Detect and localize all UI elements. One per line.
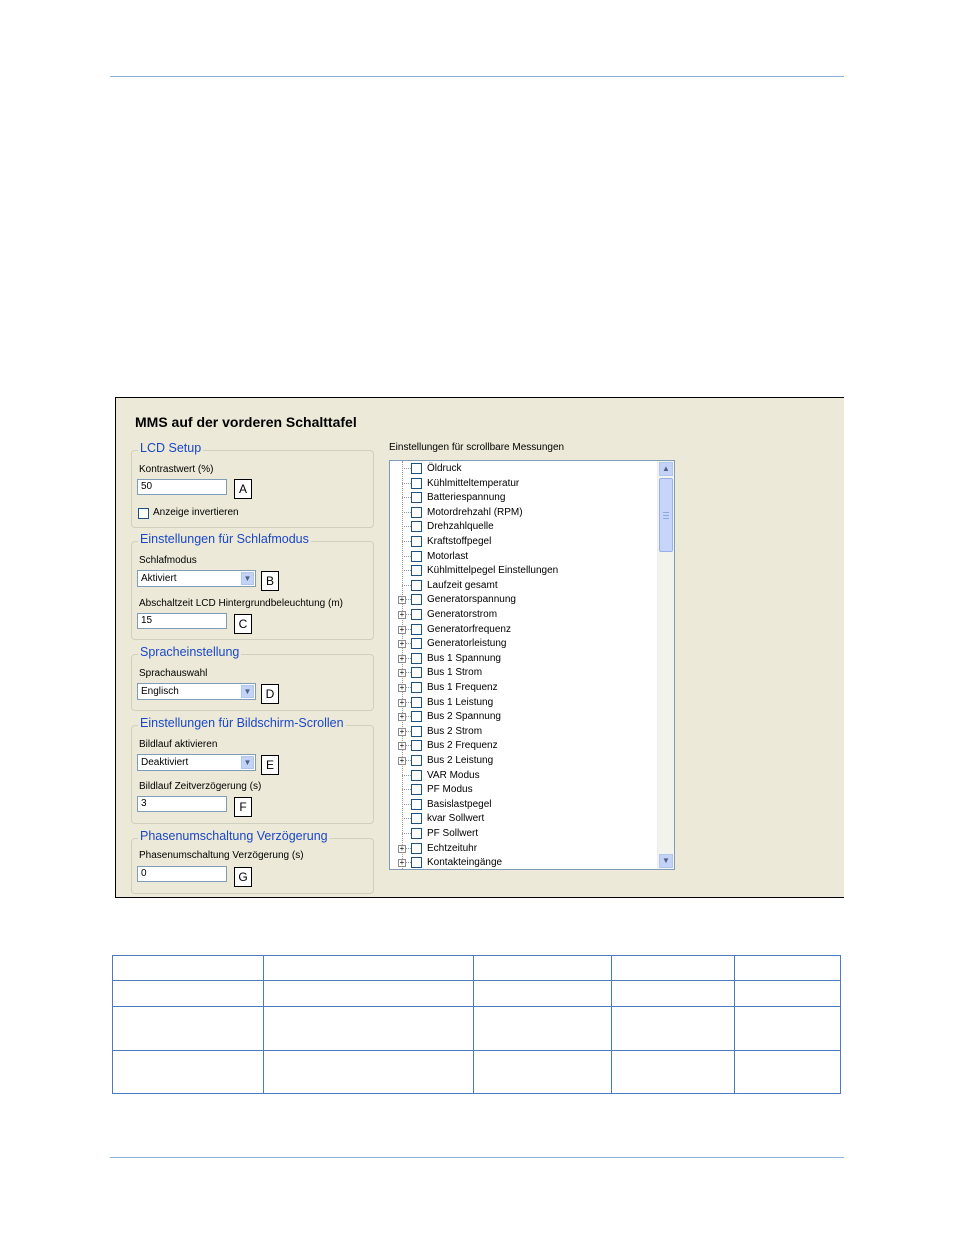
measurement-item[interactable] [390,754,658,768]
measurement-item[interactable] [390,856,658,870]
table-cell [474,1051,612,1094]
list-scrollbar[interactable] [657,461,674,869]
scroll-delay-input[interactable]: 3 [137,796,227,812]
table-row [113,956,841,981]
measurement-item[interactable] [390,739,658,753]
measurement-label: Öldruck [427,463,462,474]
sleep-mode-legend: Einstellungen für Schlafmodus [140,532,309,546]
measurement-item[interactable] [390,550,658,564]
lcd-setup-legend: LCD Setup [140,441,202,455]
measurement-checkbox[interactable] [411,726,422,737]
plus-icon[interactable]: + [399,624,405,634]
measurements-title: Einstellungen für scrollbare Messungen [389,442,565,453]
measurement-checkbox[interactable] [411,551,422,562]
measurement-item[interactable] [390,783,658,797]
table-cell [612,1051,735,1094]
backlight-timeout-label: Abschaltzeit LCD Hintergrundbeleuchtung (m) [139,598,343,609]
measurement-checkbox[interactable] [411,667,422,678]
measurement-item[interactable] [390,491,658,505]
measurement-label: Bus 2 Leistung [427,755,494,766]
header-rule [110,76,844,77]
plus-icon[interactable]: + [399,741,405,751]
measurement-checkbox[interactable] [411,740,422,751]
measurement-label: Generatorspannung [427,594,516,606]
phase-delay-input[interactable]: 0 [137,866,227,882]
measurement-checkbox[interactable] [411,580,422,591]
measurement-label: Motorlast [427,550,469,562]
table-cell [113,1007,264,1051]
tree-connector [402,556,411,557]
callout-g: G [234,867,252,887]
measurement-checkbox[interactable] [411,536,422,547]
table-cell [612,981,735,1007]
measurement-label: kvar Sollwert [427,813,485,825]
measurement-label: Laufzeit gesamt [427,579,498,591]
tree-connector [402,497,411,498]
measurement-label: PF Sollwert [427,828,479,839]
measurement-label: Echtzeituhr [427,842,478,854]
measurement-label: Bus 2 Spannung [427,711,501,723]
plus-icon[interactable]: + [399,756,405,765]
plus-icon[interactable]: + [399,610,405,619]
measurement-label: Kühlmitteltemperatur [427,477,520,489]
measurement-checkbox[interactable] [411,492,422,503]
tree-connector [402,570,411,571]
language-legend: Spracheinstellung [140,645,240,659]
language-value: Englisch [141,686,179,697]
plus-icon[interactable]: + [399,726,405,736]
plus-icon[interactable]: + [399,697,405,707]
scroll-up-icon[interactable]: ▲ [659,462,673,476]
measurement-checkbox[interactable] [411,565,422,576]
tree-connector [402,818,411,819]
tree-connector [402,585,411,586]
plus-icon[interactable]: + [399,668,405,678]
measurements-list[interactable] [389,460,675,870]
plus-icon[interactable]: + [399,653,405,663]
tree-connector [402,775,411,776]
tree-connector [402,468,411,469]
measurement-item[interactable] [390,798,658,812]
measurement-item[interactable] [390,506,658,520]
plus-icon[interactable]: + [399,712,405,722]
measurement-item[interactable] [390,827,658,841]
measurement-label: Batteriespannung [427,492,506,504]
invert-checkbox[interactable] [138,508,149,519]
measurement-item[interactable] [390,637,658,651]
callout-c: C [234,614,252,634]
table-row [113,1007,841,1051]
measurement-label: PF Modus [427,784,473,796]
phase-delay-label: Phasenumschaltung Verzögerung (s) [139,850,304,861]
measurement-checkbox[interactable] [411,799,422,810]
callout-b: B [261,571,279,591]
grip-line [663,515,669,516]
measurement-checkbox[interactable] [411,857,422,868]
measurement-checkbox[interactable] [411,784,422,795]
table-cell [735,1051,841,1094]
scroll-enable-value: Deaktiviert [141,757,189,768]
scroll-enable-label: Bildlauf aktivieren [139,739,218,750]
language-group [131,645,374,711]
measurement-checkbox[interactable] [411,653,422,664]
table-cell [474,981,612,1007]
tree-connector [402,483,411,484]
measurement-label: Kühlmittelpegel Einstellungen [427,565,559,577]
table-cell [263,981,474,1007]
measurement-checkbox[interactable] [411,624,422,635]
table-cell [113,981,264,1007]
table-cell [263,1007,474,1051]
measurement-checkbox[interactable] [411,770,422,781]
measurement-label: Generatorleistung [427,638,507,650]
sleep-mode-value: Aktiviert [141,573,177,584]
tree-connector [402,526,411,527]
table-cell [612,956,735,981]
measurement-item[interactable] [390,681,658,695]
measurement-label: Bus 1 Leistung [427,696,494,708]
measurement-checkbox[interactable] [411,697,422,708]
measurement-item[interactable] [390,710,658,724]
measurement-item[interactable] [390,462,658,476]
measurement-checkbox[interactable] [411,594,422,605]
measurement-checkbox[interactable] [411,711,422,722]
chevron-down-icon[interactable]: ▼ [241,572,254,585]
screen-scroll-legend: Einstellungen für Bildschirm-Scrollen [140,716,344,730]
measurement-label: Bus 1 Frequenz [427,682,498,693]
table-cell [735,956,841,981]
measurement-checkbox[interactable] [411,813,422,824]
footer-rule [110,1157,844,1158]
scroll-down-icon[interactable]: ▼ [659,854,673,868]
sleep-mode-select[interactable] [137,570,256,587]
chevron-down-icon[interactable]: ▼ [241,685,254,698]
measurement-checkbox[interactable] [411,609,422,620]
measurement-checkbox[interactable] [411,682,422,693]
measurement-checkbox[interactable] [411,521,422,532]
measurement-item[interactable] [390,652,658,666]
measurement-label: Kontakteingänge [427,857,503,869]
phase-delay-group [131,829,374,894]
settings-table [112,955,841,1094]
measurement-label: Generatorfrequenz [427,623,511,635]
plus-icon[interactable]: + [399,683,405,692]
grip-line [663,518,669,519]
measurement-item[interactable] [390,725,658,739]
language-select[interactable] [137,683,256,700]
tree-connector [402,789,411,790]
tree-connector [402,512,411,513]
callout-a: A [234,479,252,499]
measurement-checkbox[interactable] [411,478,422,489]
measurement-label: Bus 1 Strom [427,667,483,679]
measurement-checkbox[interactable] [411,843,422,854]
measurement-checkbox[interactable] [411,828,422,839]
table-row [113,1051,841,1094]
mms-settings-panel [115,397,844,898]
table-cell [612,1007,735,1051]
measurement-item[interactable] [390,579,658,593]
measurement-checkbox[interactable] [411,755,422,766]
table-cell [113,1051,264,1094]
measurement-label: Drehzahlquelle [427,521,494,533]
measurement-label: Bus 2 Frequenz [427,740,498,752]
measurement-checkbox[interactable] [411,507,422,518]
backlight-timeout-input[interactable]: 15 [137,613,227,629]
measurement-item[interactable] [390,696,658,710]
table-cell [263,956,474,981]
measurement-label: Generatorstrom [427,609,498,620]
table-cell [113,956,264,981]
callout-d: D [261,684,279,704]
screen-scroll-group [131,716,374,824]
language-label: Sprachauswahl [139,668,208,679]
scroll-enable-select[interactable] [137,754,256,771]
lcd-setup-group [131,441,374,528]
measurement-checkbox[interactable] [411,463,422,474]
table-cell [474,956,612,981]
callout-f: F [234,797,252,817]
plus-icon[interactable]: + [399,858,405,868]
scroll-delay-label: Bildlauf Zeitverzögerung (s) [139,781,262,792]
measurement-item[interactable] [390,535,658,549]
table-cell [735,1007,841,1051]
panel-title: MMS auf der vorderen Schalttafel [135,414,357,430]
sleep-mode-group [131,532,374,640]
measurement-item[interactable] [390,608,658,622]
grip-line [663,512,669,513]
tree-connector [402,804,411,805]
plus-icon[interactable]: + [399,595,405,605]
table-row [113,981,841,1007]
chevron-down-icon[interactable]: ▼ [241,756,254,769]
contrast-label: Kontrastwert (%) [139,464,214,475]
measurement-item[interactable] [390,666,658,680]
measurement-item[interactable] [390,769,658,783]
measurement-item[interactable] [390,564,658,578]
measurement-label: Bus 2 Strom [427,725,483,737]
scroll-thumb[interactable] [659,478,673,552]
invert-label: Anzeige invertieren [153,507,239,518]
tree-connector [402,833,411,834]
measurement-item[interactable] [390,593,658,607]
measurement-label: Kraftstoffpegel [427,536,492,547]
phase-delay-legend: Phasenumschaltung Verzögerung [140,829,328,843]
measurement-item[interactable] [390,623,658,637]
measurement-item[interactable] [390,812,658,826]
sleep-mode-label: Schlafmodus [139,555,197,566]
measurement-item[interactable] [390,842,658,856]
measurement-label: VAR Modus [427,769,480,781]
plus-icon[interactable]: + [399,639,405,649]
contrast-input[interactable]: 50 [137,479,227,495]
measurement-checkbox[interactable] [411,638,422,649]
table-cell [474,1007,612,1051]
measurement-item[interactable] [390,520,658,534]
table-cell [735,981,841,1007]
measurement-label: Bus 1 Spannung [427,652,501,664]
tree-connector [402,541,411,542]
callout-e: E [261,755,279,775]
measurement-label: Basislastpegel [427,798,492,810]
measurement-label: Motordrehzahl (RPM) [427,506,523,518]
table-cell [263,1051,474,1094]
settings-table-body [113,956,841,1094]
plus-icon[interactable]: + [399,843,405,853]
measurement-item[interactable] [390,477,658,491]
